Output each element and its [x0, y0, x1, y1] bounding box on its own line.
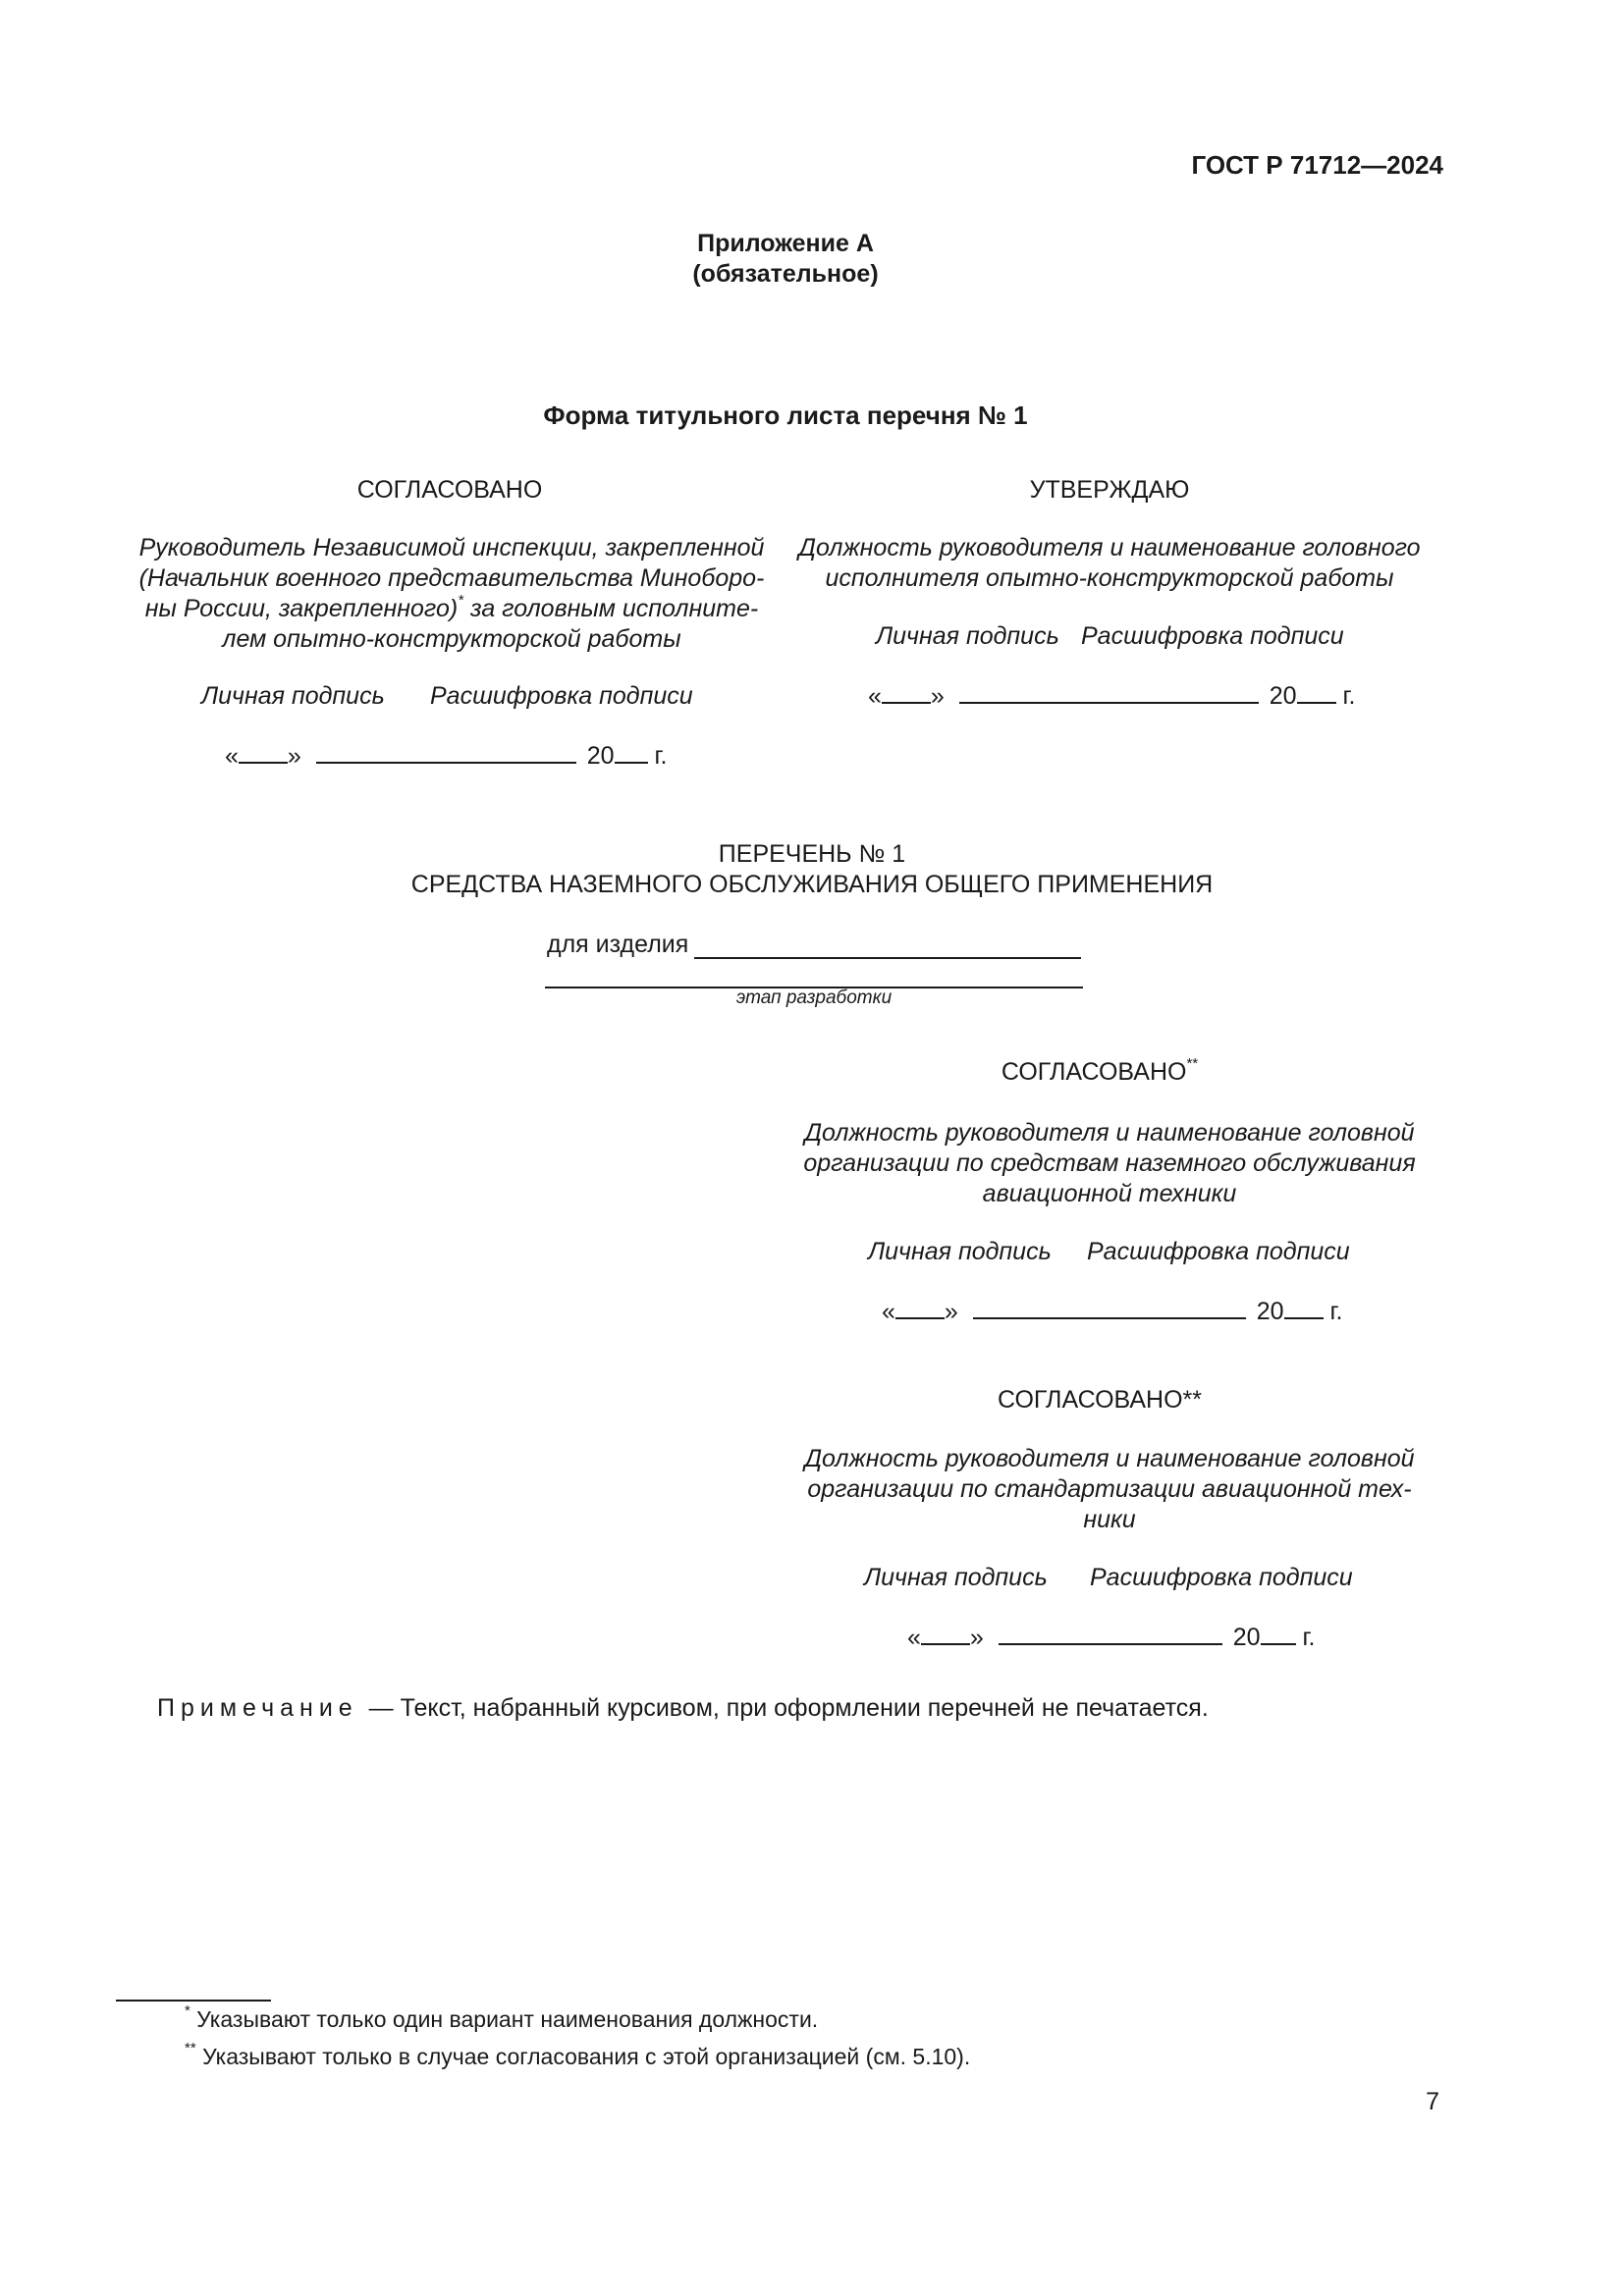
agreement-1-line-2: организации по средствам наземного обслуживания: [803, 1149, 1416, 1177]
left-date-line: « » 20 г.: [225, 742, 668, 770]
agreement-1-line-3: авиационной техники: [982, 1180, 1237, 1207]
agreement-2-sign-label: Личная подпись: [864, 1564, 1048, 1591]
agreement-1-line-1: Должность руководителя и наименование головной: [804, 1119, 1415, 1147]
product-label: для изделия: [547, 931, 689, 958]
agreement-1-position: [776, 1118, 1443, 1209]
agreement-1-decode-label: Расшифровка подписи: [1087, 1238, 1350, 1265]
stage-caption: этап разработки: [735, 988, 893, 1008]
agreement-2-line-3: ники: [1083, 1506, 1136, 1533]
footnote-1: * Указывают только один вариант наименования должности.: [185, 2002, 819, 2032]
agreement-2-heading: СОГЛАСОВАНО**: [997, 1386, 1203, 1414]
agreement-2-decode-label: Расшифровка подписи: [1090, 1564, 1353, 1591]
standard-header: ГОСТ Р 71712—2024: [1191, 150, 1443, 180]
left-approval-position: [118, 533, 785, 655]
agreement-2-position: [776, 1444, 1443, 1535]
agreement-2-date-line: « » 20 г.: [907, 1624, 1316, 1651]
footnote-ref-2: **: [1186, 1054, 1199, 1072]
product-name-line: [694, 957, 1081, 959]
left-sign-label: Личная подпись: [201, 682, 385, 710]
right-position-line-2: исполнителя опытно-конструкторской работы: [825, 564, 1394, 592]
agreement-2-line-2: организации по стандартизации авиационной тех-: [807, 1475, 1412, 1503]
left-position-line-2: (Начальник военного представительства Минобоpо-: [138, 564, 765, 592]
note-text: — Текст, набранный курсивом, при оформлении перечней не печатается.: [368, 1694, 1209, 1722]
annex-status: (обязательное): [692, 260, 879, 288]
note-label: Примечание: [157, 1694, 358, 1722]
right-approval-heading: УТВЕРЖДАЮ: [1029, 476, 1190, 504]
agreement-1-sign-label: Личная подпись: [868, 1238, 1052, 1265]
agreement-1-heading: СОГЛАСОВАНО**: [1001, 1054, 1199, 1086]
footnote-ref-1: *: [458, 591, 464, 609]
annex-title: Приложение А: [697, 230, 874, 257]
list-title: ПЕРЕЧЕНЬ № 1: [718, 840, 906, 868]
left-approval-heading: СОГЛАСОВАНО: [356, 476, 543, 504]
agreement-1-date-line: « » 20 г.: [882, 1298, 1343, 1325]
right-decode-label: Расшифровка подписи: [1081, 622, 1344, 650]
right-approval-position: [776, 533, 1443, 594]
form-title: Форма титульного листа перечня № 1: [543, 400, 1028, 430]
right-date-line: « » 20 г.: [868, 682, 1356, 710]
left-position-line-3: ны России, закрепленного)* за головным исполните-: [144, 591, 759, 622]
right-sign-label: Личная подпись: [876, 622, 1059, 650]
agreement-2-line-1: Должность руководителя и наименование головной: [804, 1445, 1415, 1472]
footnote-2: ** Указывают только в случае согласования с этой организацией (см. 5.10).: [185, 2040, 971, 2069]
page-number: 7: [1426, 2088, 1439, 2115]
note: [157, 1693, 1209, 1724]
right-position-line-1: Должность руководителя и наименование головного: [798, 534, 1421, 561]
left-position-line-4: лем опытно-конструкторской работы: [222, 625, 681, 653]
left-decode-label: Расшифровка подписи: [430, 682, 693, 710]
footnote-separator: [116, 2000, 271, 2002]
left-position-line-1: Руководитель Независимой инспекции, закрепленной: [138, 534, 765, 561]
list-subtitle: СРЕДСТВА НАЗЕМНОГО ОБСЛУЖИВАНИЯ ОБЩЕГО ПРИМЕНЕНИЯ: [410, 871, 1214, 898]
